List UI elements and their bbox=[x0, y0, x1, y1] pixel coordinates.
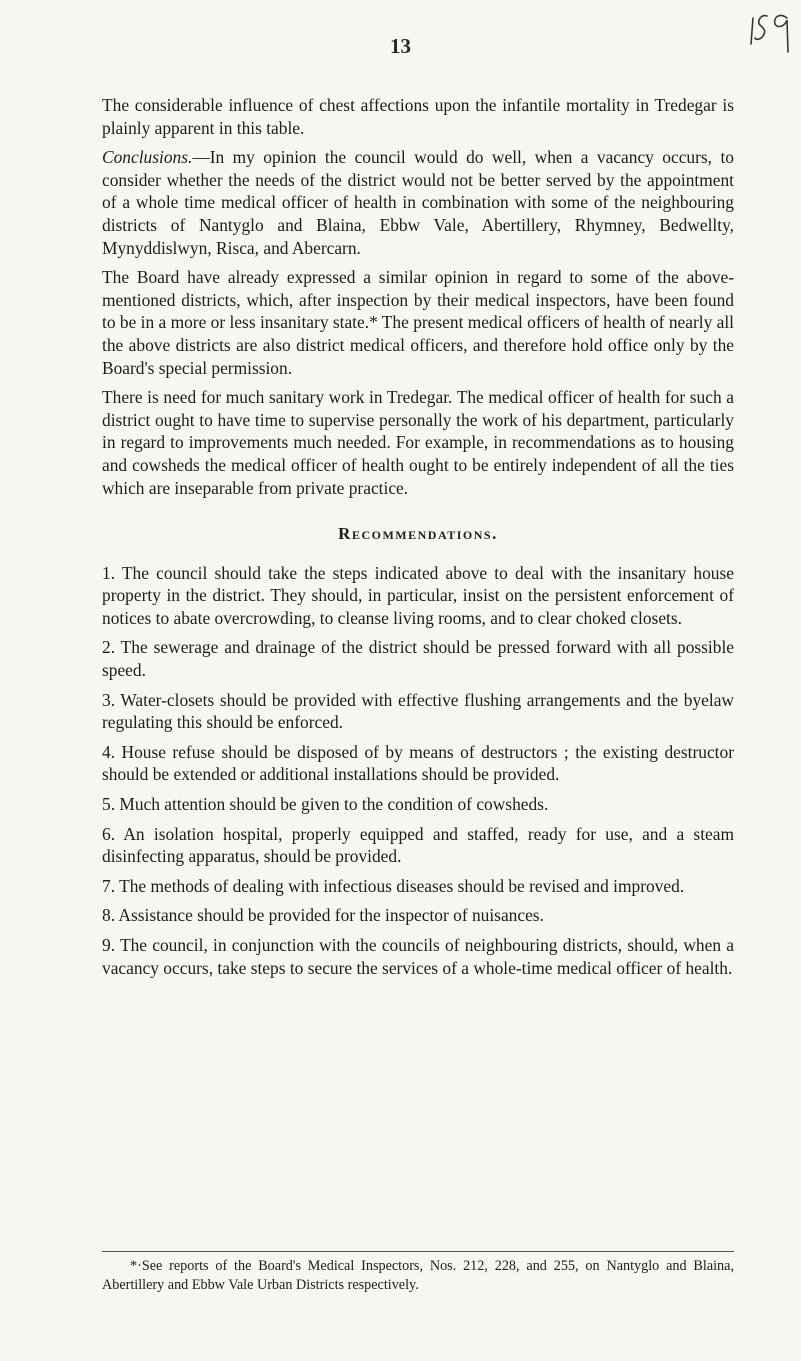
recommendation-item: 9. The council, in conjunction with the councils of neighbouring districts, should, when a vacancy occurs, take steps to secure the services of a whole-time medical officer of health. bbox=[102, 935, 734, 978]
recommendation-item: 6. An isolation hospital, properly equipped and staffed, ready for use, and a steam disinfecting apparatus, should be provided. bbox=[102, 823, 734, 867]
page-number: 13 bbox=[390, 34, 411, 58]
recommendation-item: 2. The sewerage and drainage of the district should be pressed forward with all possible speed. bbox=[102, 637, 734, 681]
recommendation-item: 7. The methods of dealing with infectious diseases should be revised and improved. bbox=[102, 875, 685, 896]
paragraph-infantile-mortality: The considerable influence of chest affections upon the infantile mortality in Tredegar is plainly apparent in this table. bbox=[102, 95, 734, 138]
footnote-divider bbox=[102, 1251, 734, 1252]
recommendation-item: 5. Much attention should be given to the condition of cowsheds. bbox=[102, 794, 549, 815]
page-body bbox=[102, 94, 734, 986]
paragraph-sanitary-work: There is need for much sanitary work in Tredegar. The medical officer of health for such a district ought to have time to supervise personally the work of his department, particularly in regard to improvements much needed. For example, in recommendations as to housing and cowsheds the medical officer of health ought to be entirely independent of all the ties which are inseparable from private practice. bbox=[102, 387, 734, 498]
recommendation-item: 4. House refuse should be disposed of by means of destructors ; the existing destructor should be extended or additional installations should be provided. bbox=[102, 741, 734, 785]
paragraph-conclusions bbox=[102, 146, 734, 259]
recommendation-item: 1. The council should take the steps indicated above to deal with the insanitary house property in the district. They should, in particular, insist on the persistent enforcement of notices to abate overcrowding, to cleanse living rooms, and to clear choked closets. bbox=[102, 562, 734, 628]
footnote: *·See reports of the Board's Medical Inspectors, Nos. 212, 228, and 255, on Nantyglo and Blaina, Abertillery and Ebbw Vale Urban Districts respectively. bbox=[102, 1258, 734, 1293]
recommendation-item: 3. Water-closets should be provided with effective flushing arrangements and the byelaw regulating this should be enforced. bbox=[102, 689, 734, 733]
recommendations-list bbox=[102, 562, 734, 980]
recommendations-heading: Recommendations. bbox=[338, 524, 498, 544]
conclusions-text: —In my opinion the council would do well, when a vacancy occurs, to consider whether the needs of the district would not be better served by the appointment of a whole time medical officer of health in combination with some of the neighbouring districts of Nantyglo and Blaina, Ebbw Vale, Abertillery, Rhymney, Bedwellty, Mynyddislwyn, Risca, and Abercarn. bbox=[102, 147, 734, 258]
conclusions-label: Conclusions. bbox=[102, 147, 193, 168]
handwritten-folio-mark bbox=[747, 2, 793, 58]
paragraph-board-opinion: The Board have already expressed a similar opinion in regard to some of the above-mentioned districts, which, after inspection by their medical inspectors, have been found to be in a more or less insanitary state.* The present medical officers of health of nearly all the above districts are also district medical officers, and therefore hold office only by the Board's special permission. bbox=[102, 267, 734, 378]
recommendation-item: 8. Assistance should be provided for the inspector of nuisances. bbox=[102, 905, 544, 926]
